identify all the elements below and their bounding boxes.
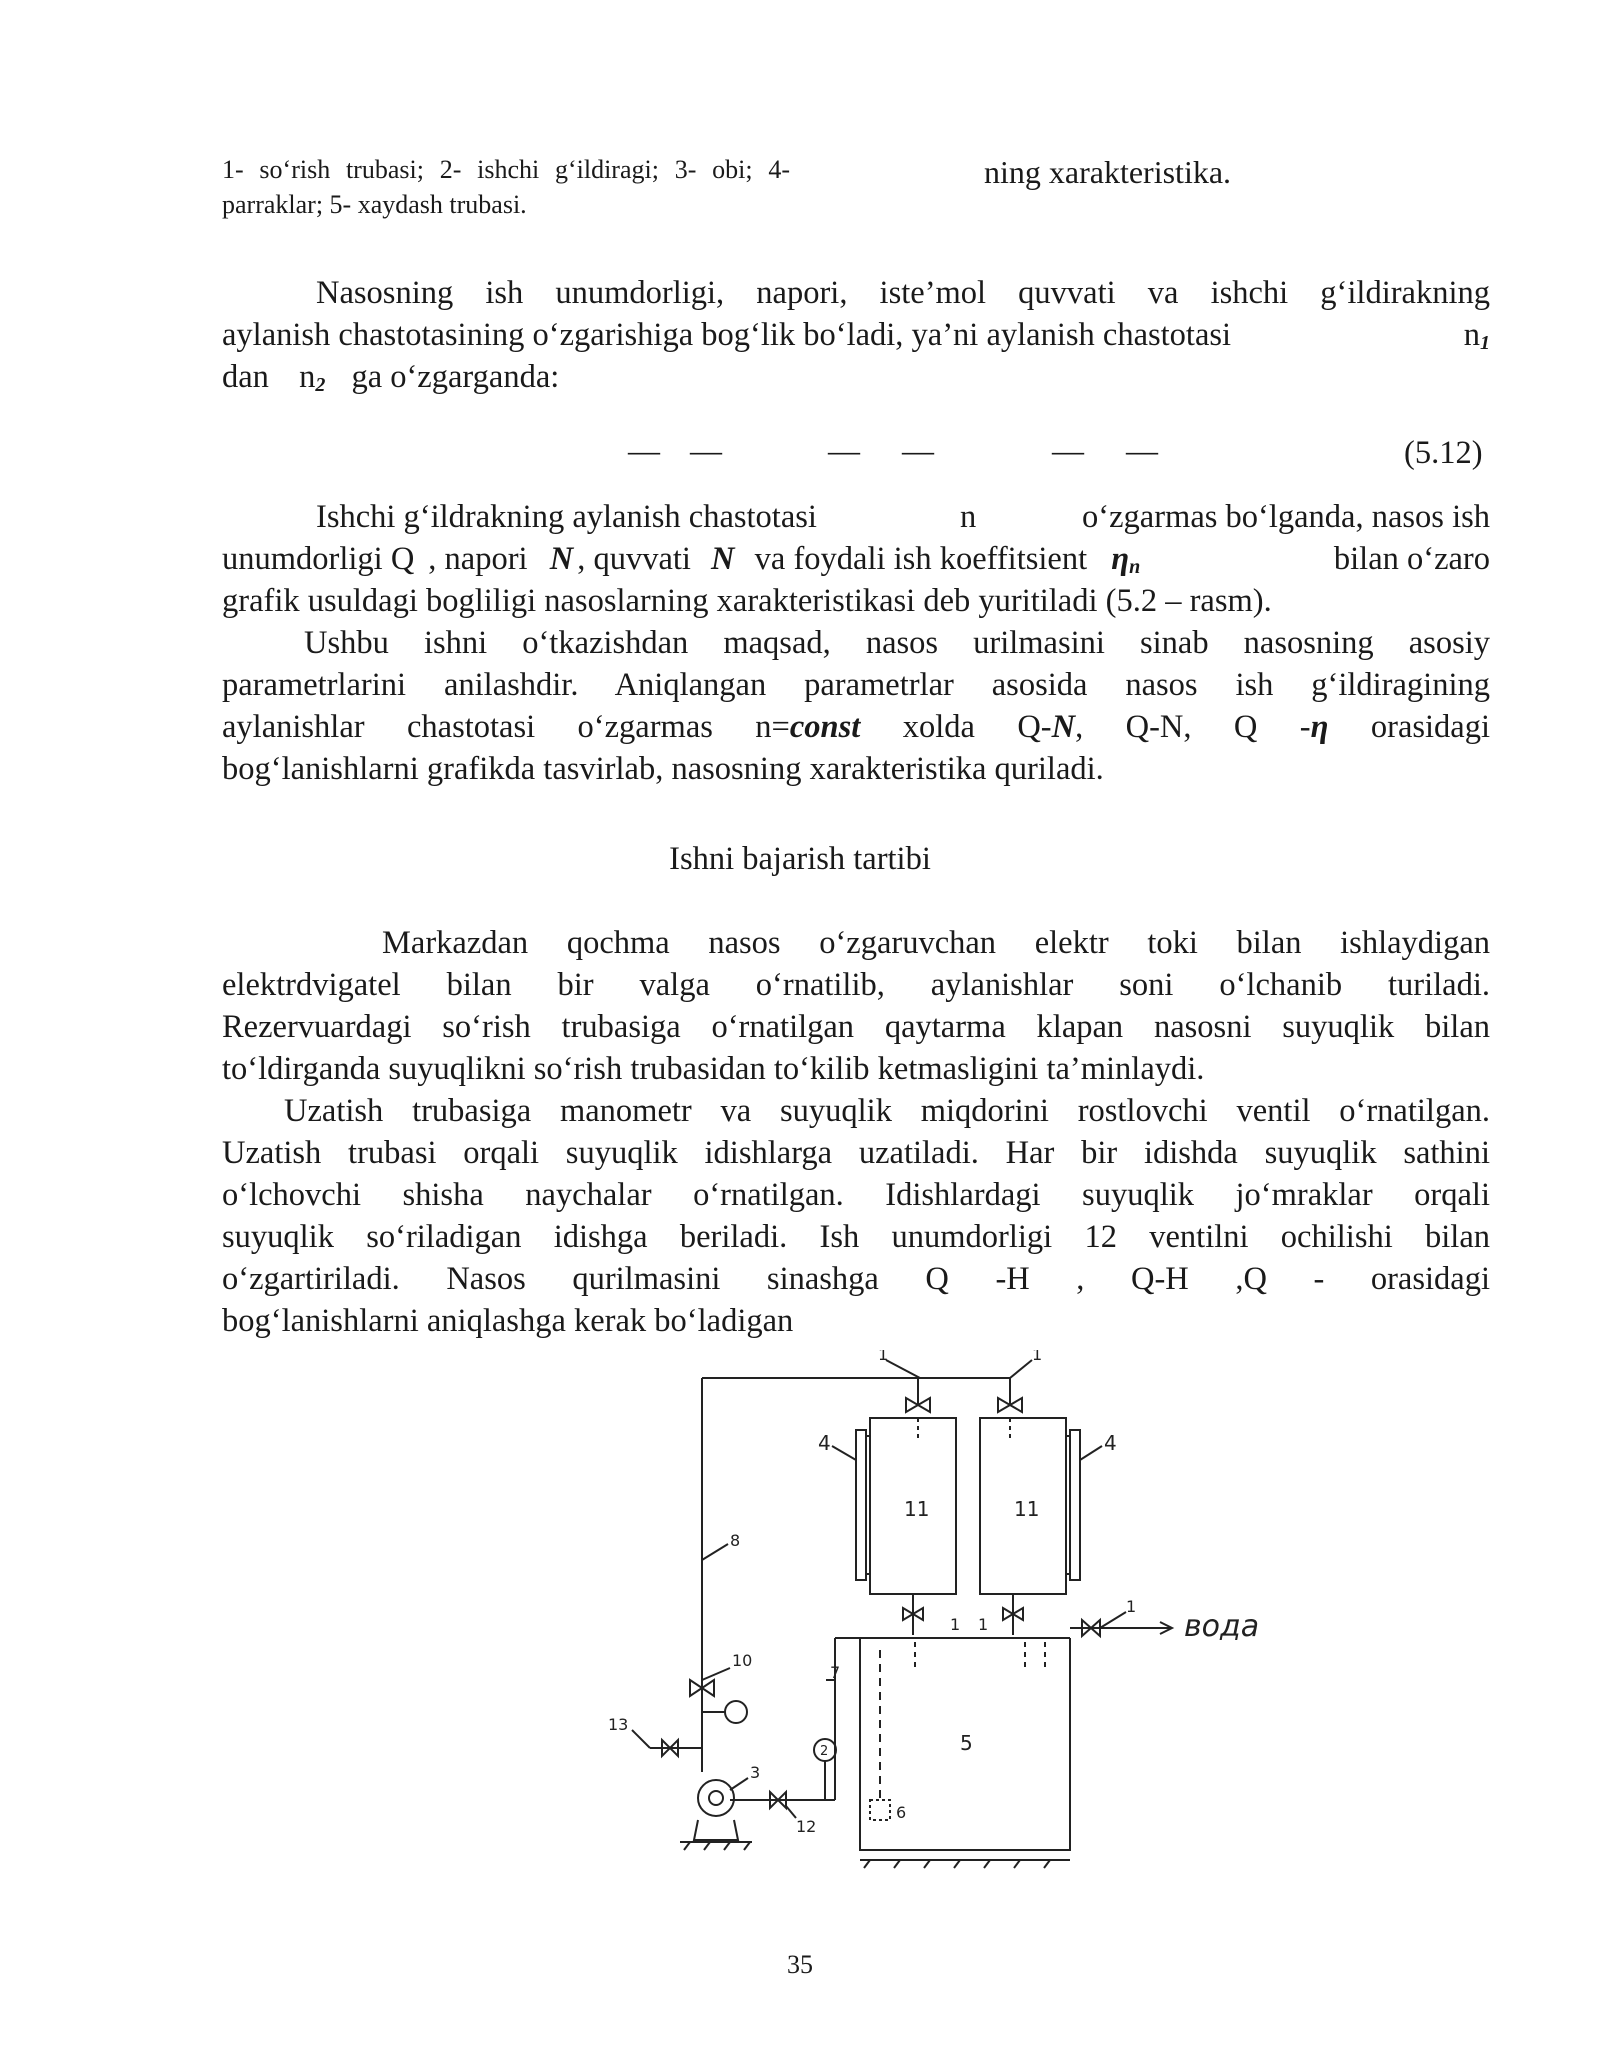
label-11: 11 <box>1014 1497 1040 1521</box>
p2-line-1: Ishchi g‘ildrakning aylanish chastotasi n o‘zgarmas bo‘lganda, nasos ish <box>316 499 1490 535</box>
p5-line-5: o‘zgartiriladi. Nasos qurilmasini sinashga Q -H , Q-H ,Q - orasidagi <box>222 1261 1490 1297</box>
label-13: 13 <box>608 1715 629 1734</box>
p3-line-1: Ushbu ishni o‘tkazishdan maqsad, nasos urilmasini sinab nasosning asosiy <box>304 625 1490 661</box>
p3-line-3: aylanishlar chastotasi o‘zgarmas n=const xolda Q-N, Q-N, Q -η orasidagi <box>222 709 1490 745</box>
equation-dash: — <box>628 432 660 468</box>
p5-line-2: Uzatish trubasi orqali suyuqlik idishlarga uzatiladi. Har bir idishda suyuqlik sathini <box>222 1135 1490 1171</box>
label-12: 12 <box>796 1817 817 1836</box>
label-7: 7 <box>830 1663 841 1682</box>
page-number: 35 <box>787 1950 813 1979</box>
p1-line-1: Nasosning ish unumdorligi, napori, iste’mol quvvati va ishchi g‘ildirakning <box>316 275 1490 311</box>
equation-dash: — <box>902 432 934 468</box>
label-4: 4 <box>1104 1431 1117 1455</box>
ground-hatch <box>684 1842 1050 1868</box>
label-11: 11 <box>904 1497 930 1521</box>
p5-line-6: bog‘lanishlarni aniqlashga kerak bo‘ladigan <box>222 1303 794 1339</box>
p3-line-2: parametrlarini anilashdir. Aniqlangan parametrlar asosida nasos ish g‘ildiragining <box>222 667 1490 703</box>
eta-symbol: $\eta_n$ <box>1111 541 1141 578</box>
p4-line-2: elektrdvigatel bilan bir valga o‘rnatilib, aylanishlar soni o‘lchanib turiladi. <box>222 967 1490 1003</box>
label-10: 10 <box>732 1651 753 1670</box>
equation-dash: — <box>828 432 860 468</box>
label-5: 5 <box>960 1731 973 1755</box>
n2-symbol: $n_2$ <box>299 359 326 396</box>
pump-test-diagram <box>570 1350 1290 1870</box>
equation-dash: — <box>1126 432 1158 468</box>
gauge-10 <box>725 1701 747 1723</box>
label-3: 3 <box>750 1763 761 1782</box>
figure-caption-right: ning xarakteristika. <box>984 154 1232 190</box>
label-1: 1 <box>978 1615 989 1634</box>
pump-3 <box>698 1780 734 1816</box>
p5-line-3: o‘lchovchi shisha naychalar o‘rnatilgan. Idishlardagi suyuqlik jo‘mraklar orqali <box>222 1177 1490 1213</box>
n1-symbol: $n_1$ <box>1463 317 1490 354</box>
p1-line-3: dan $n_2$ ga o‘zgarganda: <box>222 359 560 396</box>
p4-line-1: Markazdan qochma nasos o‘zgaruvchan elektr toki bilan ishlaydigan <box>382 925 1490 961</box>
figure-caption-left: 1- so‘rish trubasi; 2- ishchi g‘ildiragi; 3- obi; 4- parraklar; 5- xaydash trubasi. <box>222 155 790 219</box>
equation-dash: — <box>1052 432 1084 468</box>
label-4: 4 <box>818 1431 831 1455</box>
label-voda: вода <box>1184 1609 1260 1644</box>
check-valve-6 <box>870 1800 890 1820</box>
p4-line-3: Rezervuardagi so‘rish trubasiga o‘rnatilgan qaytarma klapan nasosni suyuqlik bilan <box>222 1009 1490 1045</box>
gauge-glass-4-right <box>1070 1430 1080 1580</box>
equation-dash: — <box>690 432 722 468</box>
label-1: 1 <box>950 1615 961 1634</box>
gauge-glass-4-left <box>856 1430 866 1580</box>
p5-line-1: Uzatish trubasiga manometr va suyuqlik miqdorini rostlovchi ventil o‘rnatilgan. <box>284 1093 1490 1129</box>
p2-line-2: unumdorligi Q , napori N , quvvati N va foydali ish koeffitsient $\eta_n$ bilan o‘zaro <box>222 541 1490 578</box>
p3-line-4: bog‘lanishlarni grafikda tasvirlab, nasosning xarakteristika quriladi. <box>222 751 1104 787</box>
equation-number: (5.12) <box>1404 435 1483 471</box>
section-heading: Ishni bajarish tartibi <box>669 841 931 877</box>
p5-line-4: suyuqlik so‘riladigan idishga beriladi. Ish unumdorligi 12 ventilni ochilishi bilan <box>222 1219 1490 1255</box>
label-1: 1 <box>1126 1597 1137 1616</box>
p1-line-2: aylanish chastotasining o‘zgarishiga bog‘lik bo‘ladi, ya’ni aylanish chastotasi $n_1$ <box>222 314 1490 356</box>
p4-line-4: to‘ldirganda suyuqlikni so‘rish trubasidan to‘kilib ketmasligini ta’minlaydi. <box>222 1051 1205 1087</box>
label-1: 1 <box>1032 1350 1043 1364</box>
label-8: 8 <box>730 1531 741 1550</box>
label-6: 6 <box>896 1803 907 1822</box>
p2-line-3: grafik usuldagi bogliligi nasoslarning xarakteristikasi deb yuritiladi (5.2 – rasm). <box>222 583 1272 619</box>
label-2: 2 <box>820 1744 829 1759</box>
label-1: 1 <box>878 1350 889 1364</box>
